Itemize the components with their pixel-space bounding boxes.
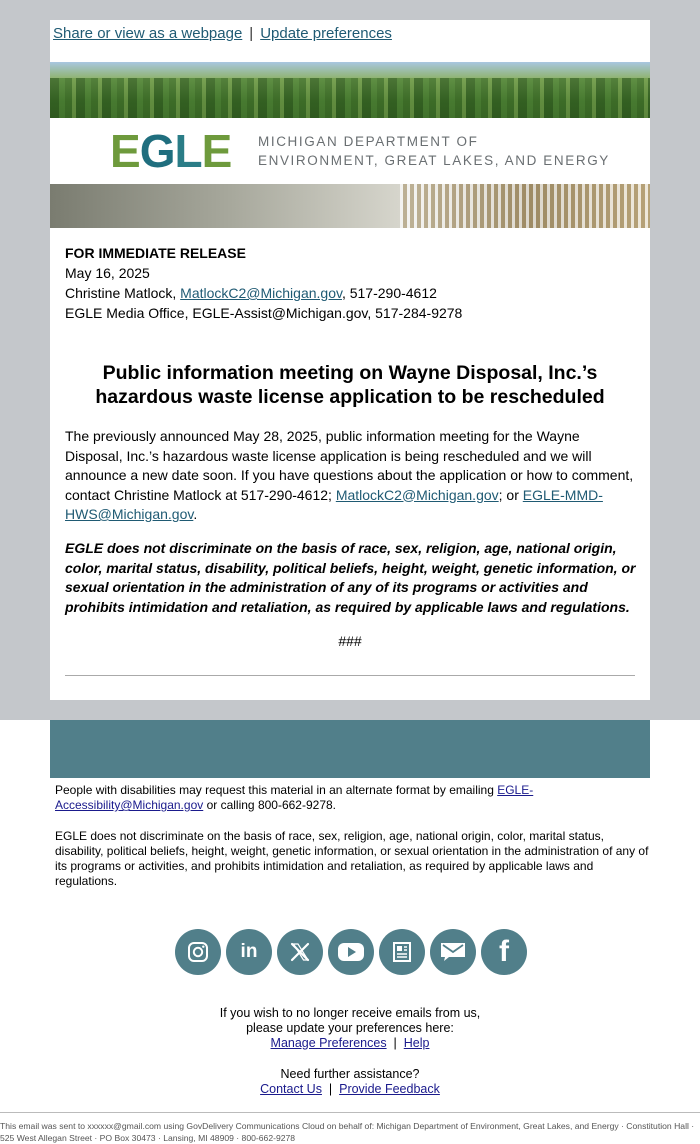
nondiscrimination-statement: EGLE does not discriminate on the basis of race, sex, religion, age, national origin, color, marital status, disability, political beliefs, height, weight, genetic information, or sexual orientation in the administration of any of its programs or activities and prohibits intimidation and retaliation, as required by applicable laws and regulations. <box>65 540 636 615</box>
contact-us-link[interactable]: Contact Us <box>260 1082 322 1096</box>
bottom-divider <box>0 1112 700 1113</box>
article-body: The previously announced May 28, 2025, public information meeting for the Wayne Disposal, Inc.’s hazardous waste license application is being rescheduled and we will announce a new date soon. If you have questions about the application or how to comment, contact Christine Matlock at 517-290-4612; MatlockC2@Michigan.gov; or EGLE-MMD-HWS@Michigan.gov. <box>65 428 634 522</box>
x-icon[interactable] <box>277 929 323 975</box>
body-email-link-1[interactable]: MatlockC2@Michigan.gov <box>335 486 499 503</box>
divider <box>65 675 635 676</box>
release-info <box>65 243 462 323</box>
end-mark: ### <box>338 633 362 649</box>
top-links-separator: | <box>249 25 254 42</box>
instagram-icon[interactable] <box>175 929 221 975</box>
update-preferences-link[interactable]: Update preferences <box>260 25 392 42</box>
contact-media-office: EGLE Media Office, EGLE-Assist@Michigan.gov, 517-284-9278 <box>65 305 463 321</box>
top-links <box>53 25 392 42</box>
youtube-icon[interactable] <box>328 929 374 975</box>
share-webpage-link[interactable]: Share or view as a webpage <box>53 25 243 42</box>
help-link[interactable]: Help <box>403 1036 430 1050</box>
assistance-section: Need further assistance? Contact Us | Provide Feedback <box>260 1067 440 1096</box>
manage-preferences-link[interactable]: Manage Preferences <box>270 1036 387 1050</box>
logo-area <box>50 118 650 184</box>
unsubscribe-section: If you wish to no longer receive emails from us, please update your preferences here: Manage Preferences | Help <box>219 1006 481 1050</box>
email-icon[interactable] <box>430 929 476 975</box>
article-headline: Public information meeting on Wayne Disposal, Inc.’s hazardous waste license application to be rescheduled <box>95 362 605 408</box>
linkedin-icon[interactable]: in <box>226 929 272 975</box>
contact-email-link[interactable]: MatlockC2@Michigan.gov <box>180 285 342 301</box>
accessibility-email-link[interactable]: EGLE-Accessibility@Michigan.gov <box>55 783 534 812</box>
waterfall-photo <box>50 184 650 228</box>
provide-feedback-link[interactable]: Provide Feedback <box>339 1082 440 1096</box>
egle-logo: EGLE <box>110 125 232 177</box>
footer-nondiscrimination: EGLE does not discriminate on the basis of race, sex, religion, age, national origin, color, marital status, disability, political beliefs, height, weight, genetic information, or sexual orientation in the administration of any of its programs or activities, and prohibits intimidation and retaliation, as required by applicable laws and regulations. <box>55 829 649 888</box>
contact-primary: Christine Matlock, MatlockC2@Michigan.gov, 517-290-4612 <box>65 285 437 301</box>
legal-footer: This email was sent to xxxxxx@gmail.com using GovDelivery Communications Cloud on behalf of: Michigan Department of Environment, Great Lakes, and Energy · Constitution Hall · 525 West Allegan Street · PO Box 30473 · Lansing, MI 48909 · 800-662-9278 <box>0 1121 695 1143</box>
accessibility-notice: People with disabilities may request this material in an alternate format by emailing EGLE-Accessibility@Michigan.gov or calling 800-662-9278. <box>55 783 534 812</box>
release-label: FOR IMMEDIATE RELEASE <box>65 245 246 261</box>
release-date: May 16, 2025 <box>65 265 150 281</box>
social-icons <box>175 929 530 975</box>
body-email-link-2[interactable]: EGLE-MMD-HWS@Michigan.gov <box>65 486 603 522</box>
header-banner <box>50 62 650 228</box>
facebook-icon[interactable]: f <box>481 929 527 975</box>
footer-teal-bar <box>50 720 650 778</box>
email-card <box>50 20 650 700</box>
forest-photo <box>50 62 650 118</box>
department-name: MICHIGAN DEPARTMENT OF ENVIRONMENT, GREAT LAKES, AND ENERGY <box>258 134 610 168</box>
newsletter-icon[interactable] <box>379 929 425 975</box>
